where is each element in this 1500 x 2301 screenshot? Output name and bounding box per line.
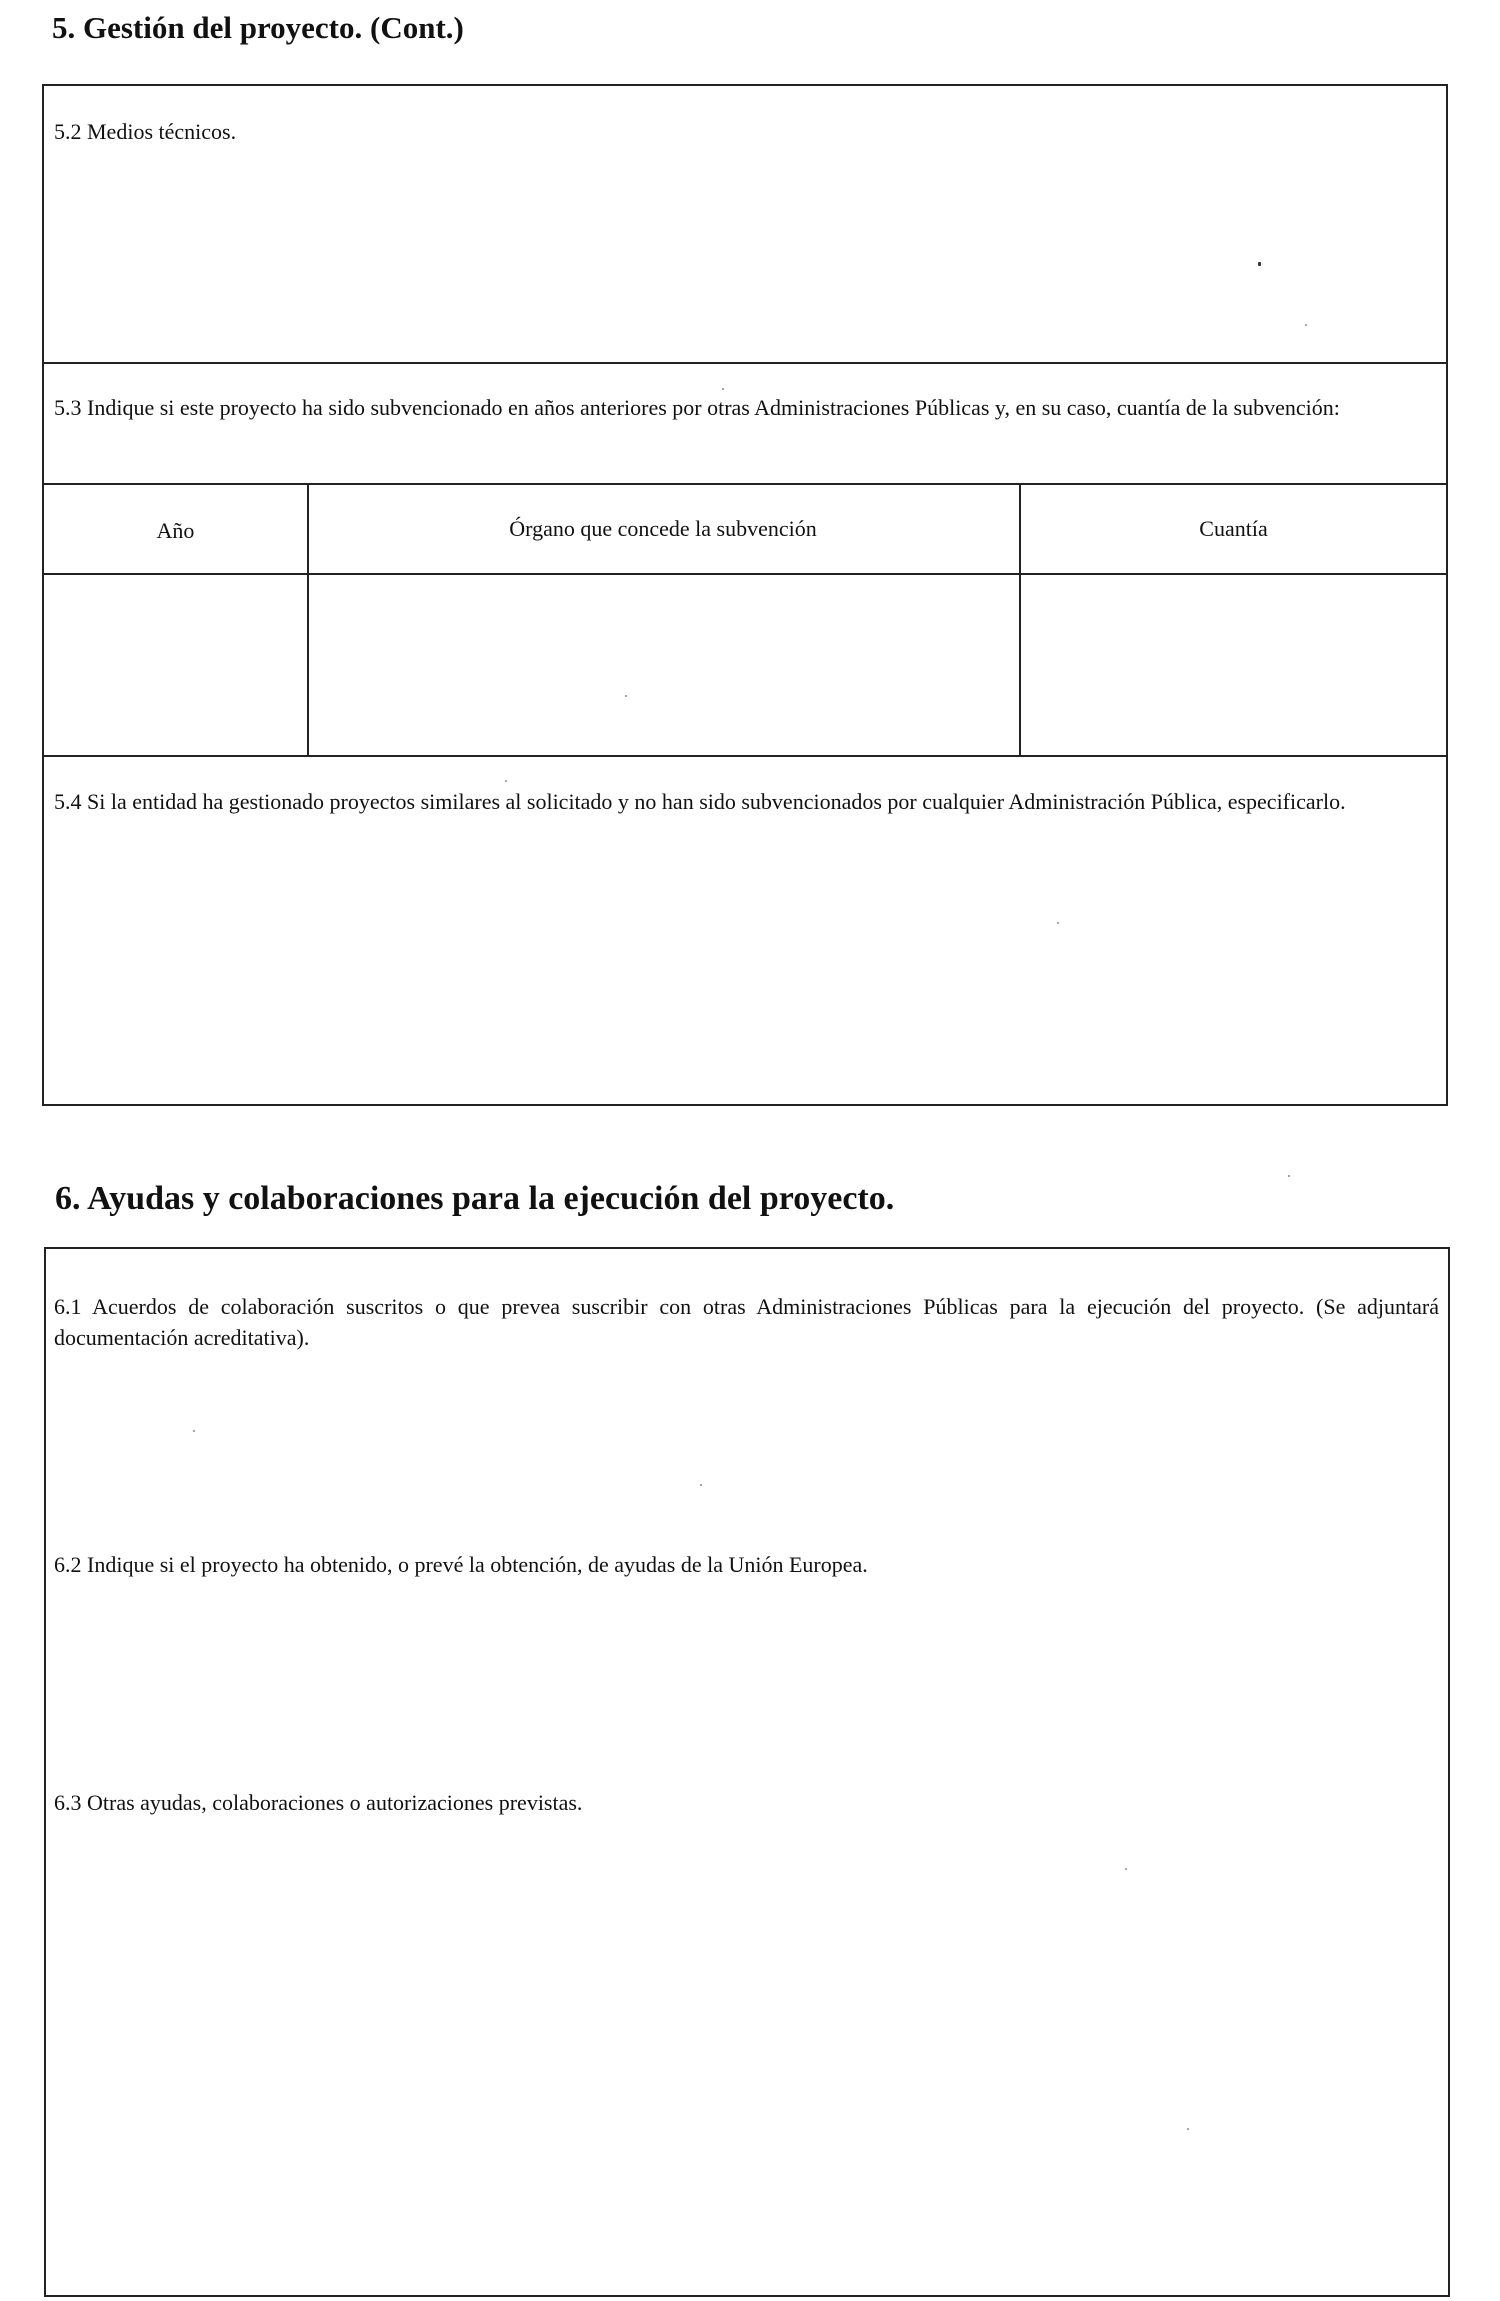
scan-speck	[1305, 324, 1307, 326]
scan-speck	[625, 695, 627, 697]
scan-speck	[505, 780, 507, 782]
scan-speck	[1187, 2128, 1189, 2130]
scan-speck	[193, 1430, 195, 1432]
scan-speck	[700, 1484, 702, 1486]
item-5-4-answer-area[interactable]	[44, 856, 1446, 1104]
scan-speck	[1288, 1175, 1290, 1177]
table-header-organo: Órgano que concede la subvención	[509, 516, 817, 541]
table-cell-cuantia[interactable]	[1021, 575, 1446, 753]
divider-5-4	[44, 755, 1446, 757]
item-5-2-answer-area[interactable]	[44, 156, 1446, 362]
section-5-title: 5. Gestión del proyecto. (Cont.)	[52, 10, 464, 45]
table-cell-organo[interactable]	[309, 575, 1017, 753]
table-header-ano: Año	[156, 518, 195, 543]
item-5-4-label: 5.4 Si la entidad ha gestionado proyectos similares al solicitado y no han sido subvencionados por cualquier Administración Pública, especificarlo.	[54, 789, 1346, 814]
item-6-2-label: 6.2 Indique si el proyecto ha obtenido, o prevé la obtención, de ayudas de la Unión Europea.	[54, 1552, 868, 1577]
table-top-border	[44, 483, 1446, 485]
scan-speck	[722, 388, 724, 390]
section-6-box	[44, 1247, 1450, 2297]
section-6-title: 6. Ayudas y colaboraciones para la ejecución del proyecto.	[55, 1180, 895, 1217]
item-6-3-label: 6.3 Otras ayudas, colaboraciones o autorizaciones previstas.	[54, 1790, 583, 1815]
scan-speck	[1258, 262, 1261, 266]
item-6-2-answer-area[interactable]	[46, 1589, 1448, 1779]
scan-speck	[1125, 1868, 1127, 1870]
table-cell-ano[interactable]	[46, 575, 305, 753]
item-5-3-label: 5.3 Indique si este proyecto ha sido subvencionado en años anteriores por otras Administraciones Públicas y, en su caso, cuantía de la subvención:	[54, 395, 1340, 420]
section-5-box	[42, 84, 1448, 1106]
table-header-cuantia: Cuantía	[1199, 516, 1268, 541]
scan-speck	[1057, 922, 1059, 924]
item-6-1-label: 6.1 Acuerdos de colaboración suscritos o que prevea suscribir con otras Administraciones Públicas para la ejecución del proyecto. (Se adjuntará documentación acreditativa).	[54, 1294, 1439, 1350]
item-6-1-answer-area[interactable]	[46, 1359, 1448, 1549]
item-6-3-answer-area[interactable]	[46, 1829, 1448, 2294]
item-5-2-label: 5.2 Medios técnicos.	[54, 119, 237, 144]
divider-5-2	[44, 362, 1446, 364]
